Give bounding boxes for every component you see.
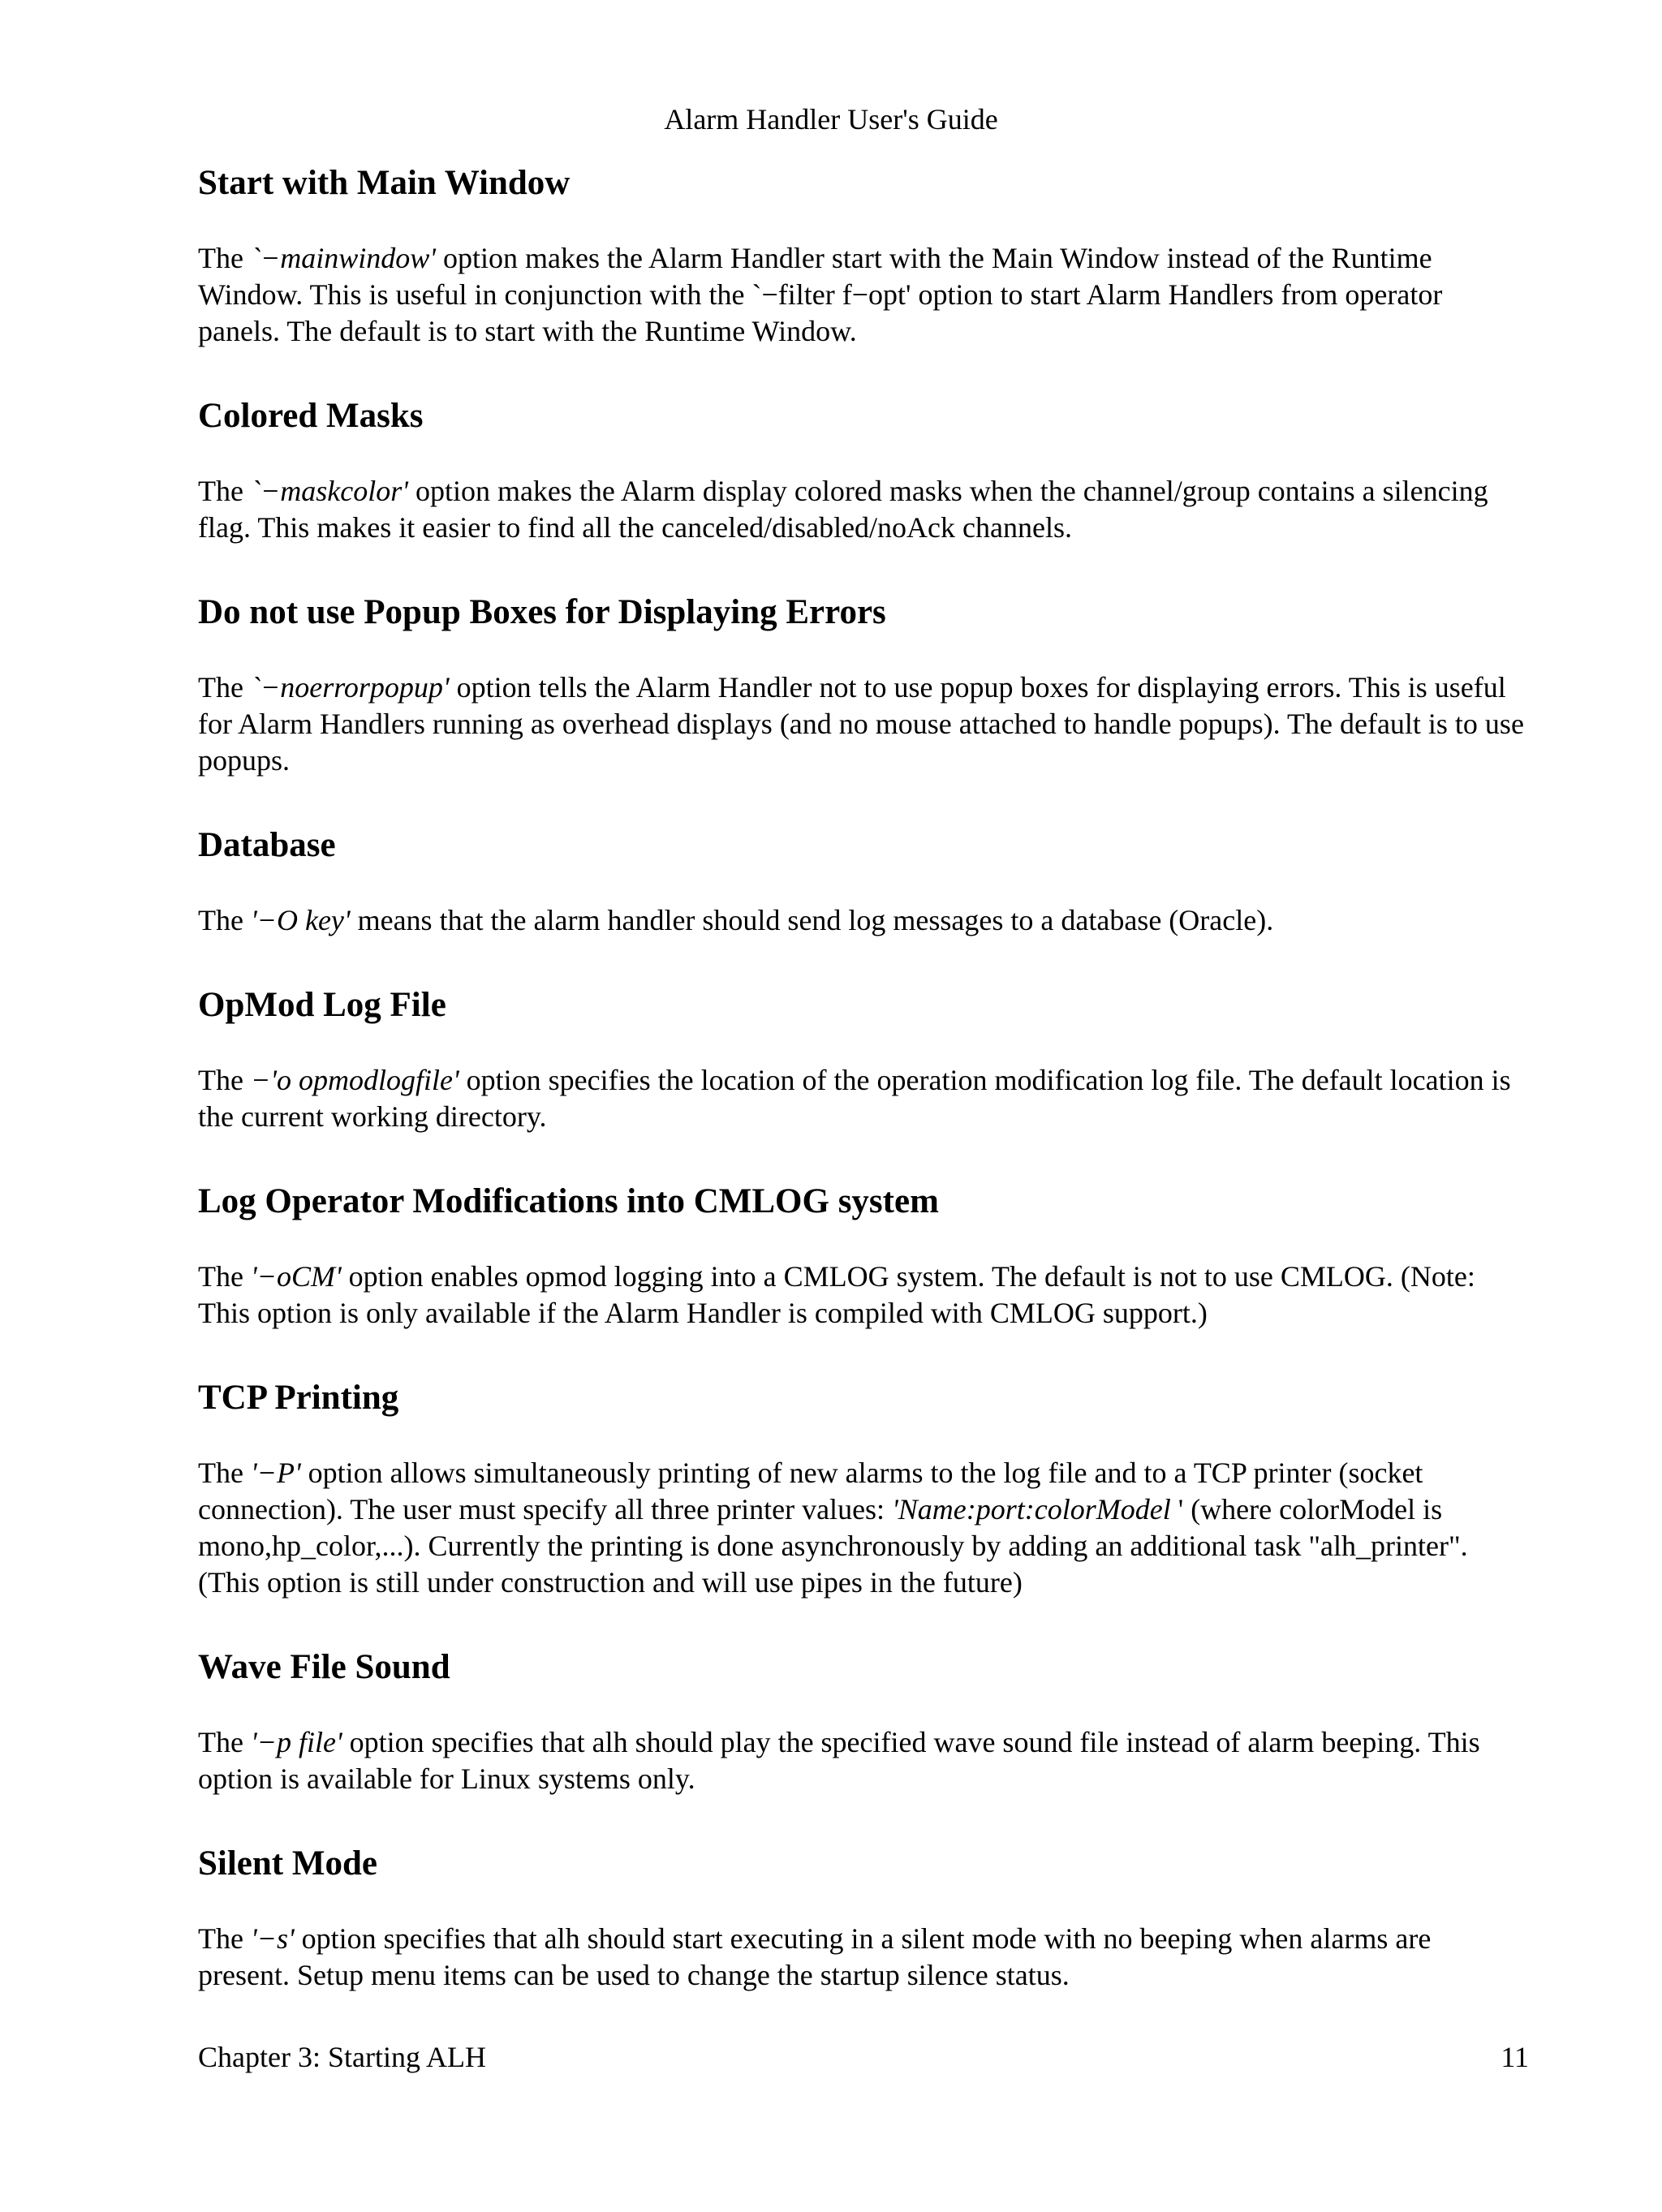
paragraph-text: The xyxy=(198,671,251,704)
section-wave-file-sound xyxy=(198,1643,1529,1797)
section-colored-masks xyxy=(198,392,1529,546)
section-paragraph xyxy=(198,1921,1529,1994)
paragraph-text: ' (where colorModel is mono,hp_color,...). Currently the printing is done asynchronously by adding an additional task "alh_printer". (This option is still under construction and will use pipes in the future) xyxy=(198,1493,1468,1599)
section-heading: Log Operator Modifications into CMLOG system xyxy=(198,1182,939,1220)
paragraph-text: option allows simultaneously printing of new alarms to the log file and to a TCP printer (socket connection). The user must specify all three printer values: xyxy=(198,1457,1423,1526)
page-number: 11 xyxy=(1501,2041,1529,2073)
paragraph-text: option specifies the location of the operation modification log file. The default location is the current working directory. xyxy=(198,1064,1511,1133)
section-tcp-printing xyxy=(198,1374,1529,1601)
section-start-with-main-window xyxy=(198,159,1529,350)
section-heading: Do not use Popup Boxes for Displaying Errors xyxy=(198,593,886,631)
section-heading: OpMod Log File xyxy=(198,986,446,1024)
paragraph-text: option specifies that alh should play the specified wave sound file instead of alarm beeping. This option is available for Linux systems only. xyxy=(198,1726,1480,1795)
section-paragraph xyxy=(198,669,1529,779)
paragraph-text: option makes the Alarm display colored masks when the channel/group contains a silencing flag. This makes it easier to find all the canceled/disabled/noAck channels. xyxy=(198,475,1488,544)
paragraph-text: option tells the Alarm Handler not to use popup boxes for displaying errors. This is useful for Alarm Handlers running as overhead displays (and no mouse attached to handle popups). The default is to use popups. xyxy=(198,671,1524,777)
section-silent-mode xyxy=(198,1840,1529,1994)
option-name: −'o opmodlogfile' xyxy=(250,1064,459,1096)
paragraph-text: The xyxy=(198,1457,251,1489)
paragraph-text: The xyxy=(198,1726,251,1758)
paragraph-text: The xyxy=(198,242,251,274)
section-heading: Wave File Sound xyxy=(198,1648,450,1686)
printer-values: 'Name:port:colorModel xyxy=(892,1493,1171,1526)
paragraph-text: The xyxy=(198,475,251,507)
option-name: `−maskcolor' xyxy=(250,475,408,507)
section-cmlog xyxy=(198,1177,1529,1332)
section-heading: TCP Printing xyxy=(198,1379,399,1417)
footer-chapter: Chapter 3: Starting ALH xyxy=(198,2041,486,2073)
paragraph-text: means that the alarm handler should send log messages to a database (Oracle). xyxy=(350,904,1274,936)
paragraph-text: option makes the Alarm Handler start with the Main Window instead of the Runtime Window. This is useful in conjunction with the `−filter f−opt' option to start Alarm Handlers from operator panels. The default is to start with the Runtime Window. xyxy=(198,242,1443,347)
section-opmod-log-file xyxy=(198,981,1529,1135)
option-name: `−mainwindow' xyxy=(250,242,436,274)
option-name: `−noerrorpopup' xyxy=(250,671,450,704)
section-database xyxy=(198,821,1529,939)
option-name: '−P' xyxy=(250,1457,301,1489)
running-header: Alarm Handler User's Guide xyxy=(664,103,998,136)
section-paragraph xyxy=(198,1455,1529,1601)
paragraph-text: The xyxy=(198,1260,251,1293)
section-paragraph xyxy=(198,1724,1529,1797)
section-paragraph xyxy=(198,473,1529,546)
section-no-popup-boxes xyxy=(198,588,1529,779)
section-heading: Start with Main Window xyxy=(198,164,571,202)
section-heading: Silent Mode xyxy=(198,1844,377,1883)
paragraph-text: option specifies that alh should start executing in a silent mode with no beeping when alarms are present. Setup menu items can be used to change the startup silence status. xyxy=(198,1922,1432,1991)
option-name: '−O key' xyxy=(250,904,351,936)
paragraph-text: The xyxy=(198,1064,251,1096)
section-paragraph xyxy=(198,240,1529,350)
section-heading: Colored Masks xyxy=(198,397,424,435)
running-footer xyxy=(198,2038,1529,2076)
paragraph-text: The xyxy=(198,1922,251,1955)
section-paragraph xyxy=(198,1062,1529,1135)
paragraph-text: The xyxy=(198,904,251,936)
option-name: '−s' xyxy=(250,1922,295,1955)
page-content xyxy=(198,159,1529,2036)
section-paragraph xyxy=(198,1259,1529,1332)
option-name: '−p file' xyxy=(250,1726,342,1758)
paragraph-text: option enables opmod logging into a CMLOG system. The default is not to use CMLOG. (Note: This option is only available if the Alarm Handler is compiled with CMLOG support.) xyxy=(198,1260,1475,1329)
section-paragraph xyxy=(198,902,1529,939)
option-name: '−oCM' xyxy=(250,1260,342,1293)
section-heading: Database xyxy=(198,826,336,864)
